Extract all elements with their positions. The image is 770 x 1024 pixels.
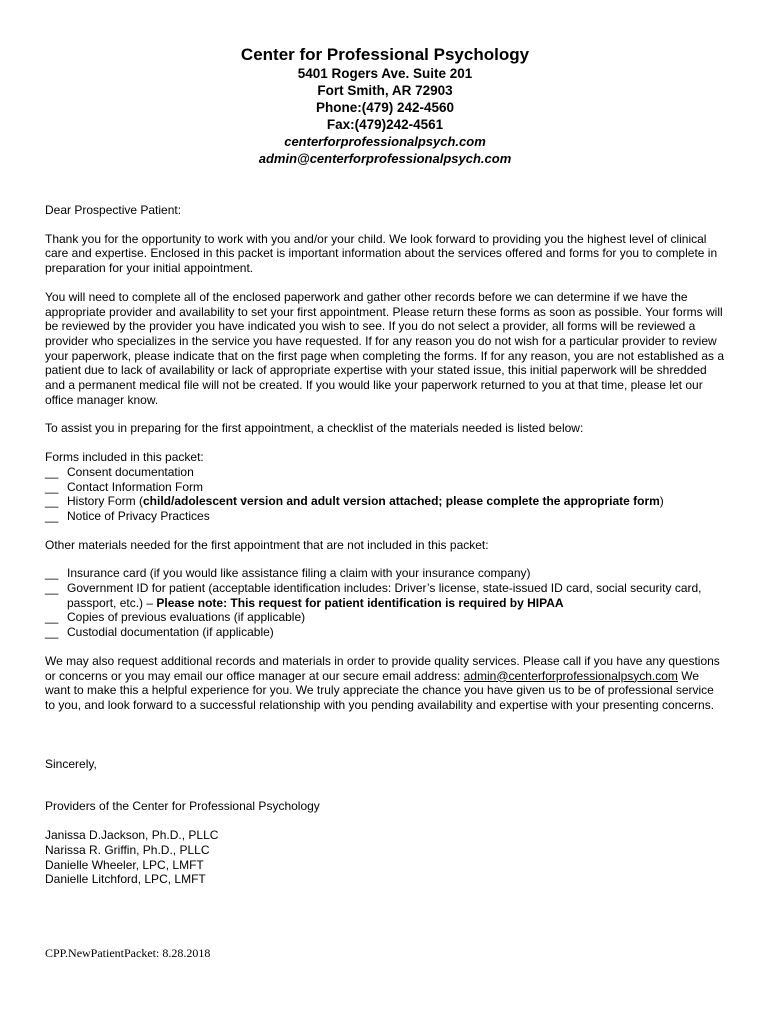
address-line-1: 5401 Rogers Ave. Suite 201 bbox=[297, 66, 473, 81]
checkbox-blank: __ bbox=[45, 464, 59, 479]
checklist-label-bold: Please note: This request for patient identification is required by HIPAA bbox=[156, 595, 564, 610]
email-address: admin@centerforprofessionalpsych.com bbox=[258, 151, 512, 166]
checklist-item-evaluations bbox=[45, 610, 727, 625]
checkbox-blank: __ bbox=[45, 581, 59, 596]
paragraph-checklist-intro: To assist you in preparing for the first appointment, a checklist of the materials needed is listed below: bbox=[45, 421, 584, 436]
paragraph-additional-records bbox=[45, 654, 727, 713]
checkbox-blank: __ bbox=[45, 566, 59, 581]
checklist-item-government-id bbox=[45, 581, 727, 610]
checklist-label: Insurance card (if you would like assistance filing a claim with your insurance company) bbox=[67, 566, 531, 581]
checklist-item-custodial bbox=[45, 625, 727, 640]
checklist-label: Contact Information Form bbox=[67, 479, 204, 494]
paragraph-intro: Thank you for the opportunity to work with you and/or your child. We look forward to providing you the highest level of clinical care and expertise. Enclosed in this packet is important information about the services offered and forms for you to complete in preparation for your initial appointment. bbox=[45, 231, 718, 276]
paragraph-text: We may also request additional records and materials in order to provide quality services. Please call if you have any questions or concerns or you may email our office manager at our secure email address: bbox=[45, 653, 720, 683]
paragraph-paperwork: You will need to complete all of the enclosed paperwork and gather other records before we can determine if we have the appropriate provider and availability to set your first appointment. Please return these forms as soon as possible. Your forms will be reviewed by the provider you have indicated you wish to see. If you do not select a provider, all forms will be reviewed a provider who specializes in the service you have requested. If for any reason you do not wish for a particular provider to review your paperwork, please indicate that on the first page when completing the forms. If for any reason, you are not established as a patient due to lack of availability or lack of appropriate expertise with your stated issue, this initial paperwork will be shredded and a permanent medical file will not be created. If you would like your paperwork returned to you at that time, please let our office manager know. bbox=[45, 289, 725, 407]
checklist-label: Custodial documentation (if applicable) bbox=[67, 625, 274, 640]
provider-name: Janissa D.Jackson, Ph.D., PLLC bbox=[45, 828, 219, 843]
checkbox-blank: __ bbox=[45, 479, 59, 494]
organization-name: Center for Professional Psychology bbox=[240, 45, 530, 64]
salutation: Dear Prospective Patient: bbox=[45, 203, 182, 217]
forms-heading: Forms included in this packet: bbox=[45, 450, 204, 465]
checkbox-blank: __ bbox=[45, 508, 59, 523]
provider-name: Danielle Wheeler, LPC, LMFT bbox=[45, 857, 204, 872]
website: centerforprofessionalpsych.com bbox=[284, 134, 486, 149]
office-manager-email-link[interactable]: admin@centerforprofessionalpsych.com bbox=[463, 668, 678, 683]
checklist-item-consent bbox=[45, 465, 727, 480]
checklist-label: Copies of previous evaluations (if applicable) bbox=[67, 610, 306, 625]
checkbox-blank: __ bbox=[45, 494, 59, 509]
checklist-label: History Form ( bbox=[67, 494, 143, 509]
checklist-label: Consent documentation bbox=[67, 464, 194, 479]
checklist-item-contact bbox=[45, 480, 727, 495]
letterhead bbox=[0, 44, 770, 167]
signature-line: Providers of the Center for Professional Psychology bbox=[45, 799, 320, 814]
document-code: CPP.NewPatientPacket: 8.28.2018 bbox=[45, 946, 211, 960]
fax-number: Fax:(479)242-4561 bbox=[326, 117, 444, 132]
checklist-item-privacy bbox=[45, 509, 727, 524]
checklist-label-end: ) bbox=[659, 494, 664, 509]
checklist-label: Government ID for patient (acceptable identification includes: Driver’s license, state-issued ID card, social security card, passport, etc.) – bbox=[67, 581, 702, 610]
checkbox-blank: __ bbox=[45, 610, 59, 625]
phone-number: Phone:(479) 242-4560 bbox=[315, 100, 455, 115]
checkbox-blank: __ bbox=[45, 625, 59, 640]
paragraph-text-end: We want to make this a helpful experience for you. We truly appreciate the chance you have given us to be of professional service to you, and look forward to a successful relationship with you pending availability and expertise with your presenting concerns. bbox=[45, 668, 715, 712]
checklist-item-insurance bbox=[45, 566, 727, 581]
checklist-label-bold: child/adolescent version and adult version attached; please complete the appropriate form bbox=[143, 494, 660, 509]
closing: Sincerely, bbox=[45, 756, 97, 771]
provider-name: Narissa R. Griffin, Ph.D., PLLC bbox=[45, 842, 210, 857]
checklist-item-history bbox=[45, 494, 727, 509]
address-line-2: Fort Smith, AR 72903 bbox=[317, 83, 453, 98]
other-materials-heading: Other materials needed for the first appointment that are not included in this packet: bbox=[45, 537, 489, 552]
provider-name: Danielle Litchford, LPC, LMFT bbox=[45, 872, 206, 887]
letter-body bbox=[45, 203, 727, 887]
checklist-label: Notice of Privacy Practices bbox=[67, 508, 210, 523]
